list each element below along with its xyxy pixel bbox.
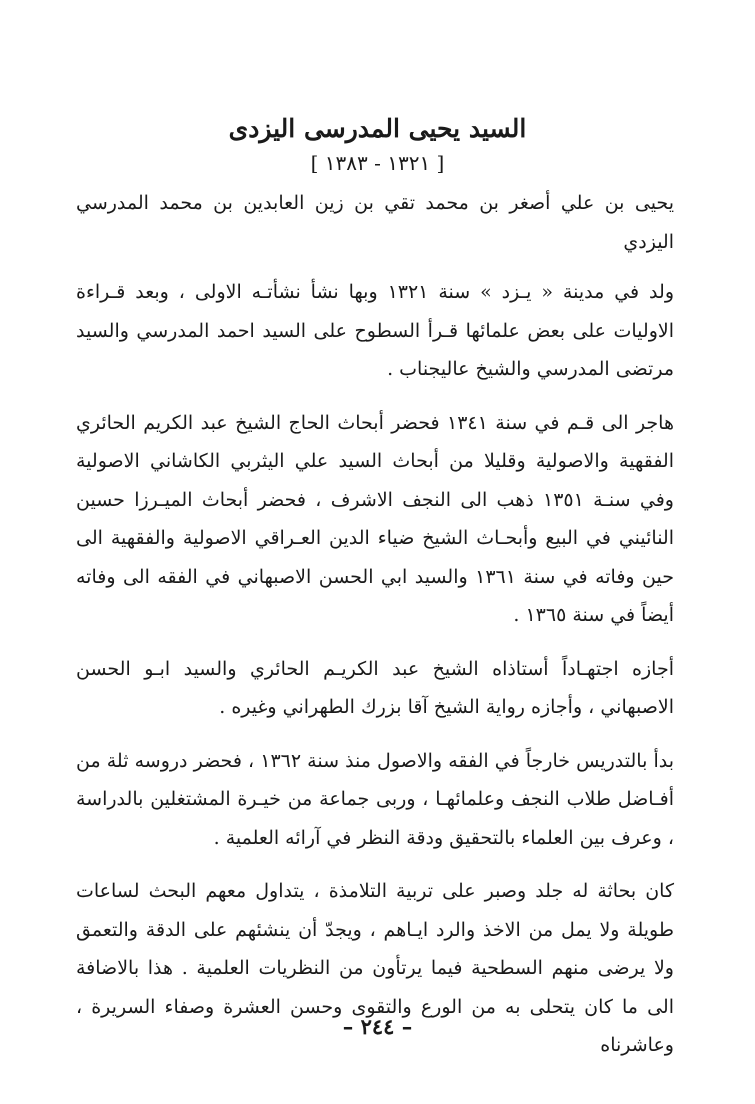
paragraph-birth: ولد في مدينة « يـزد » سنة ١٣٢١ وبها نشأ نشأتـه الاولى ، وبعد قـراءة الاوليات على بعض علمائها قـرأ السطوح على السيد احمد المدرسي والسيد مرتضى المدرسي والشيخ عاليجناب . [76, 281, 674, 380]
biography-title: السيد يحيى المدرسى اليزدى [228, 114, 527, 143]
paragraph-migration: هاجر الى قـم في سنة ١٣٤١ فحضر أبحاث الحاج الشيخ عبد الكريم الحائري الفقهية والاصولية وقليلا من أبحاث السيد علي اليثربي الكاشاني الاصولية وفي سنـة ١٣٥١ ذهب الى النجف الاشرف ، فحضر أبحاث الميـرزا حسين النائيني في البيع وأبحـاث الشيخ ضياء الدين العـراقي الاصولية والفقهية الى حين وفاته في سنة ١٣٦١ والسيد ابي الحسن الاصبهاني في الفقه الى وفاته أيضاً في سنة ١٣٦٥ . [76, 411, 674, 626]
paragraph-teaching: بدأ بالتدريس خارجاً في الفقه والاصول منذ سنة ١٣٦٢ ، فحضر دروسه ثلة من أفـاضل طلاب النجف وعلمائهـا ، وربى جماعة من خيـرة المشتغلين بالدراسة ، وعرف بين العلماء بالتحقيق ودقة النظر في آرائه العلمية . [76, 749, 674, 849]
paragraph-lineage: يحيى بن علي أصغر بن محمد تقي بن زين العابدين بن محمد المدرسي اليزدي [76, 192, 674, 253]
paragraph-character: كان بحاثة له جلد وصبر على تربية التلامذة ، يتداول معهم البحث لساعات طويلة ولا يمل من الاخذ والرد ايـاهم ، ويجدّ أن ينشئهم على الدقة والتعمق ولا يرضى منهم السطحية فيما يرتأون من النظريات العلمية . هذا بالاضافة الى ما كان يتحلى به من الورع والتقوى وحسن العشرة وصفاء السريرة ، وعاشرناه [76, 880, 674, 1056]
page-number: – ٢٤٤ – [342, 1014, 413, 1039]
lifespan-dates: [ ١٣٢١ - ١٣٨٣ ] [310, 151, 445, 175]
biography-body [76, 184, 674, 1080]
paragraph-licenses: أجازه اجتهـاداً أستاذاه الشيخ عبد الكريـم الحائري والسيد ابـو الحسن الاصبهاني ، وأجازه رواية الشيخ آقا بزرك الطهراني وغيره . [76, 657, 674, 718]
